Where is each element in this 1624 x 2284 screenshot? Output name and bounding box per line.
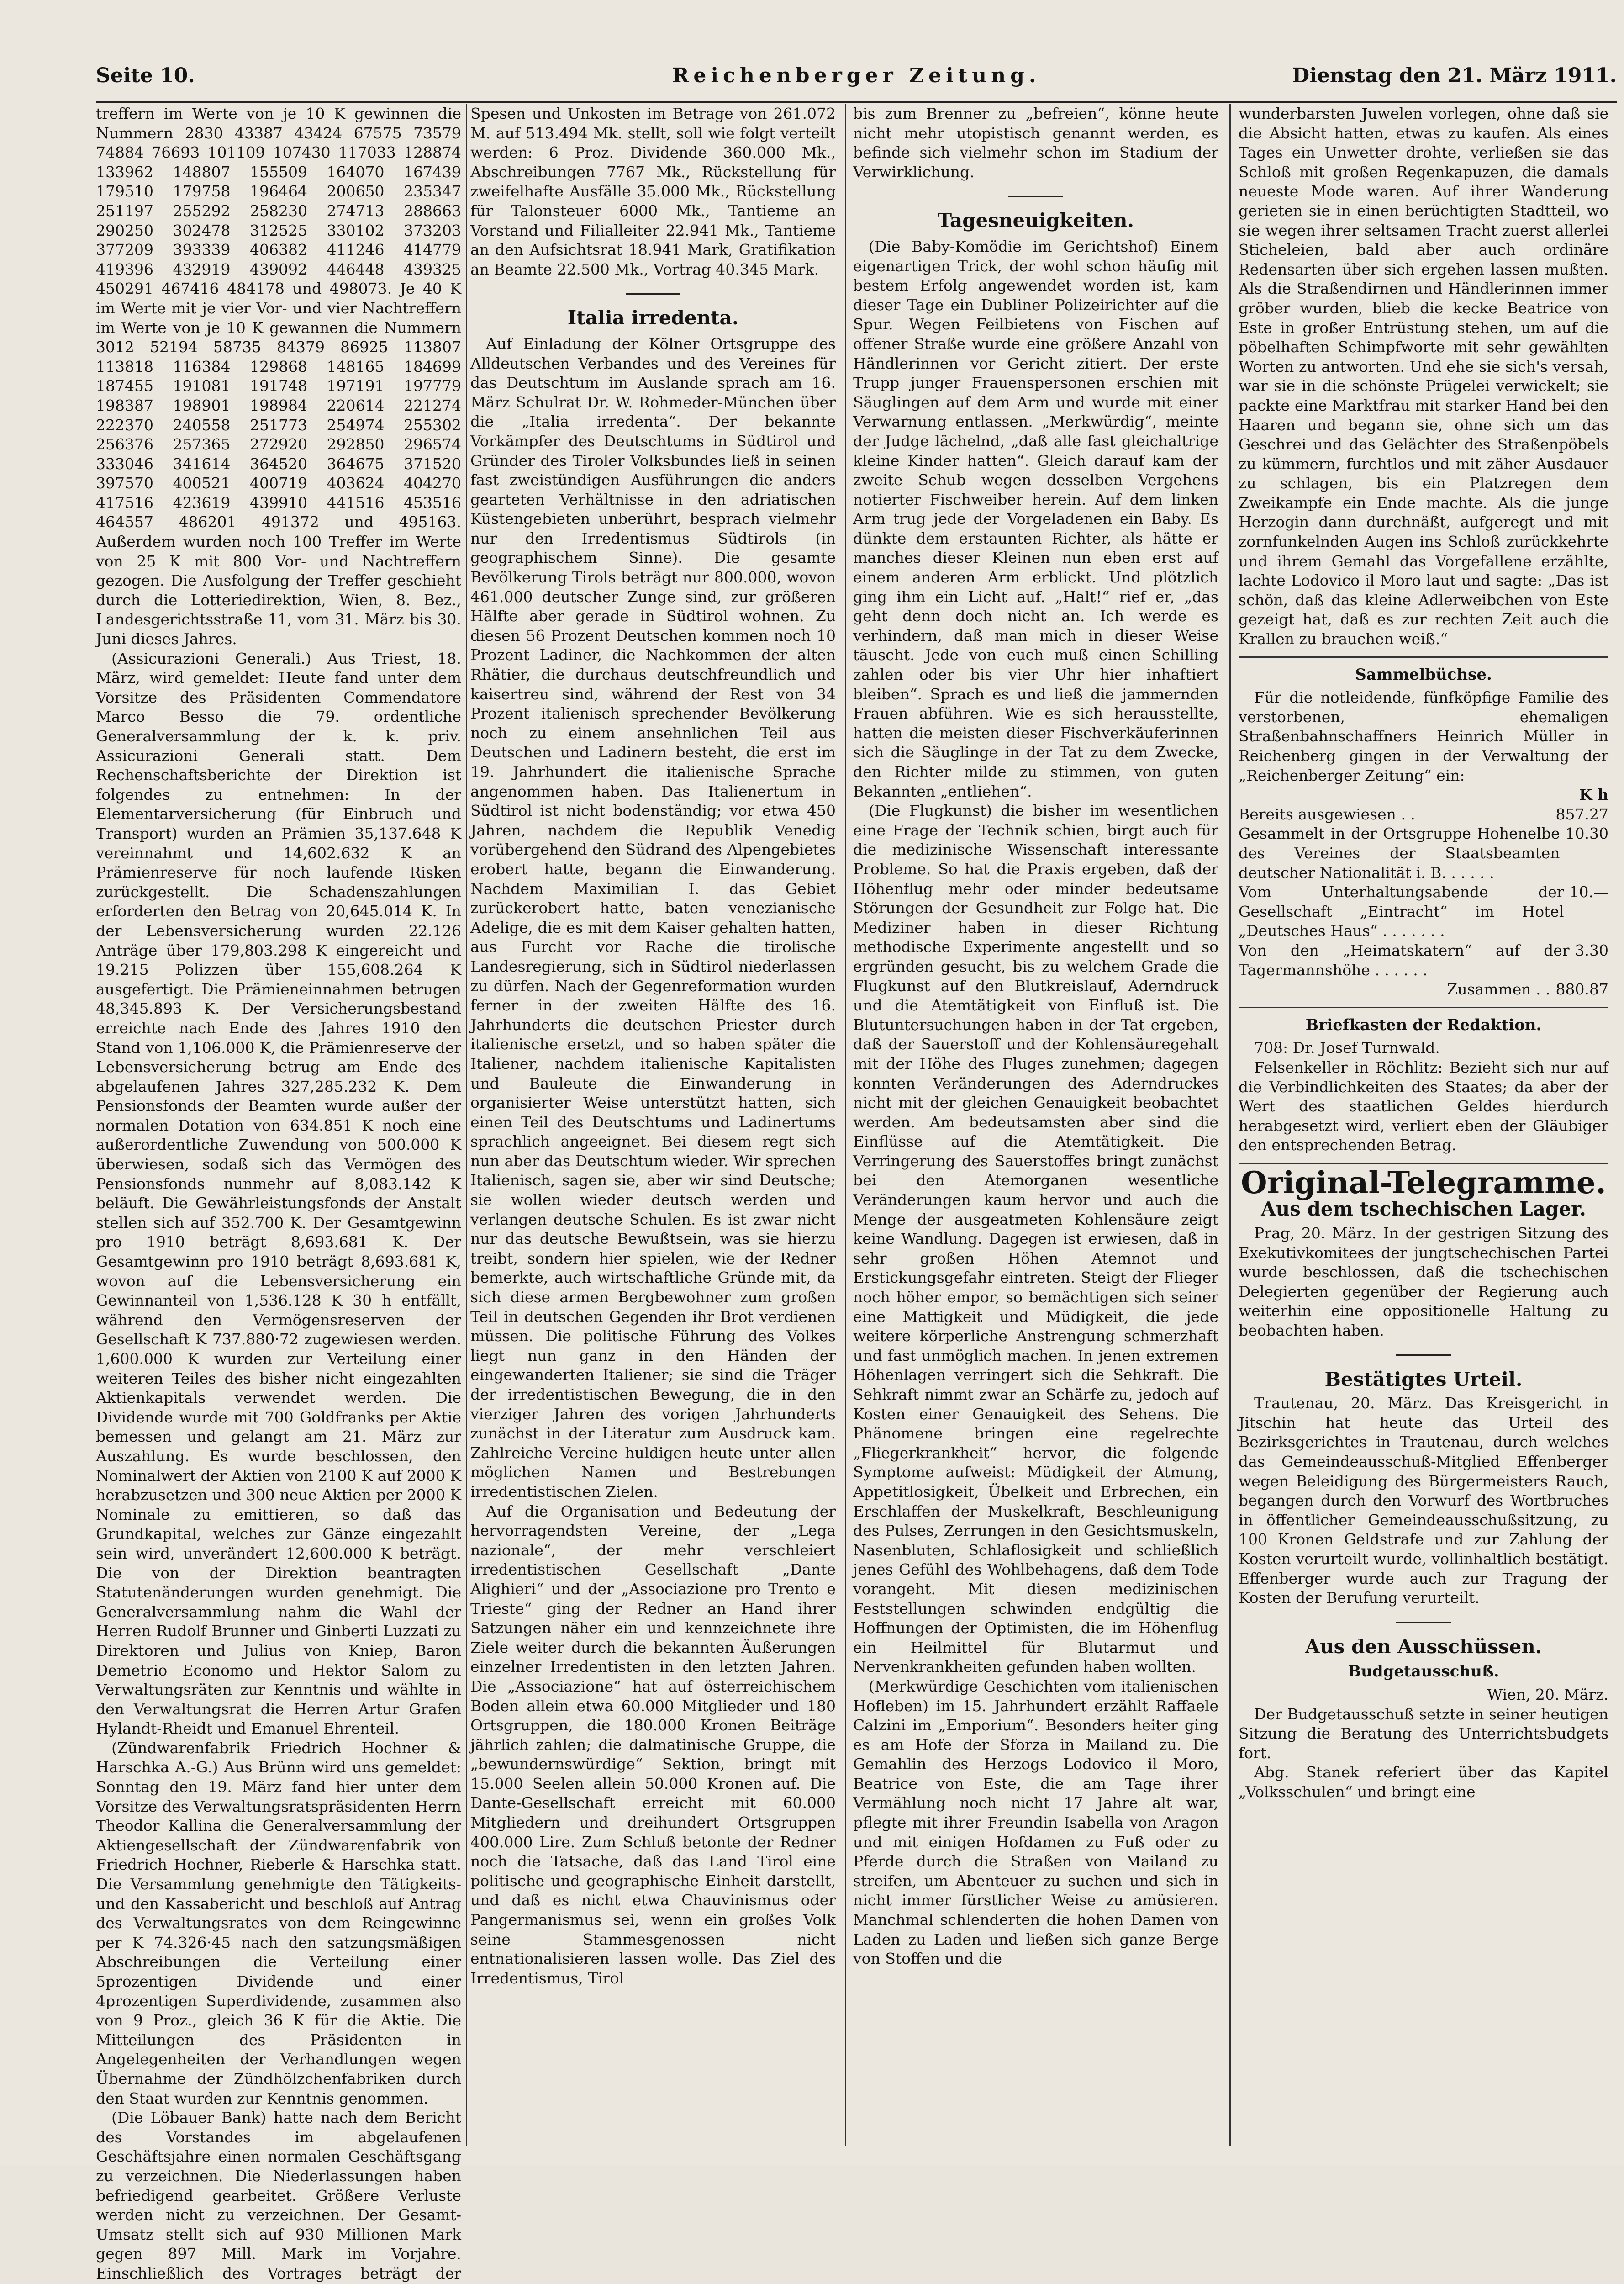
article-loebauer-bank: (Die Löbauer Bank) hatte nach dem Bericht des Vorstandes im abgelaufenen Geschäftsjahre einen normalen Geschäftsgang zu verzeichnen. Die Niederlassungen haben befriedigend gearbeitet. Größere Verluste werden nicht zu verzeichnen. Der Gesamt-Umsatz stellt sich auf 930 Millionen Mark gegen 897 Mill. Mark im Vorjahre. Einschließlich des Vortrages beträgt der (96, 2109, 461, 2282)
column-3 (853, 104, 1218, 2146)
article-hofleben: (Merkwürdige Geschichten vom italienischen Hofleben) im 15. Jahrhundert erzählt Raffaele Calzini im „Emporium“. Besonders heiter ging es am Hofe der Sforza in Mailand zu. Die Gemahlin des Herzogs Lodovico il Moro, Beatrice von Este, die am Tage ihrer Vermählung noch nicht 17 Jahre alt war, pflegte mit ihrer Freundin Isabella von Aragon und mit einigen Hofdamen zu Fuß oder zu Pferde durch die Straßen von Mailand zu streifen, um Abenteuer zu suchen und sich in nicht immer fürstlicher Weise zu amüsieren. Manchmal schlenderten die hohen Damen von Laden zu Laden und ließen sich ganze Berge von Stoffen und die (853, 1677, 1218, 1968)
section-separator (1008, 196, 1063, 197)
briefkasten-entry: 708: Dr. Josef Turnwald. (1254, 1039, 1440, 1057)
subheading-bestaetigtes-urteil: Bestätigtes Urteil. (1324, 1368, 1523, 1390)
section-separator (626, 293, 680, 295)
newspaper-title: Reichenberger Zeitung. (672, 64, 1041, 87)
loebauer-bank-continued: Spesen und Unkosten im Betrage von 261.072 M. auf 513.494 Mk. stellt, soll wie folgt verteilt werden: 6 Proz. Dividende 360.000 Mk., Abschreibungen 7767 Mk., Rückstellung für zweifelhafte Ausfälle 35.000 Mk., Rückstellung für Talonsteuer 6000 Mk., Tantieme an Vorstand und Filialleiter 22.941 Mk., Tantieme an den Aufsichtsrat 18.941 Mark, Gratifikation an Beamte 22.500 Mk., Vortrag 40.345 Mark. (470, 105, 836, 278)
heading-italia-irredenta: Italia irredenta. (567, 307, 739, 329)
donation-row: Vom Unterhaltungsabende der Gesellschaft „Eintracht“ im Hotel „Deutsches Haus“ . . . . . . . 10.— (1239, 883, 1608, 940)
sammelbuechse-unit: K h (1579, 786, 1608, 804)
sammelbuechse-intro: Für die notleidende, fünfköpfige Familie des verstorbenen, ehemaligen Straßenbahnschaffners Heinrich Müller in Reichenberg gingen in der Verwaltung der „Reichenberger Zeitung“ ein: (1239, 688, 1608, 784)
subheading-budgetausschuss: Budgetausschuß. (1348, 1662, 1499, 1681)
briefkasten-entry: Felsenkeller in Röchlitz: Bezieht sich nur auf die Verbindlichkeiten des Staates; da aber der Wert des staatlichen Geldes hierdurch herabgesetzt wird, verliert eben der Gläubiger den entsprechenden Betrag. (1239, 1058, 1608, 1154)
heading-briefkasten: Briefkasten der Redaktion. (1305, 1015, 1542, 1034)
italia-irredenta-continued: bis zum Brenner zu „befreien“, könne heute nicht mehr utopistisch genannt werden, es befinde sich vielmehr schon im Stadium der Verwirklichung. (853, 105, 1218, 181)
article-flugkunst: (Die Flugkunst) die bisher im wesentlichen eine Frage der Technik schien, birgt auch für die medizinische Wissenschaft interessante Probleme. So hat die Praxis ergeben, daß der Höhenflug mehr oder minder bedeutsame Störungen der Gesundheit zur Folge hat. Die Mediziner haben in dieser Richtung methodische Experimente angestellt und so ergründen gesucht, bis zu welchem Grade die Flugkunst auf den Blutkreislauf, Aderndruck und die Atemtätigkeit von Einfluß ist. Die Blutuntersuchungen haben in der Tat ergeben, daß der Sauerstoff und der Kohlensäuregehalt mit der Höhe des Fluges zunehmen; dagegen konnten Veränderungen des Aderndruckes nicht mit der gleichen Genauigkeit beobachtet werden. Am bedeutsamsten aber sind die Einflüsse auf die Atemtätigkeit. Die Verringerung des Sauerstoffes bringt zunächst bei den Atemorganen wesentliche Veränderungen kaum hervor und auch die Menge der ausgeatmeten Kohlensäure zeigt keine Wandlung. Dagegen ist erwiesen, daß in sehr großen Höhen Atemnot und Erstickungsgefahr eintreten. Steigt der Flieger noch höher empor, so bemächtigen sich seiner eine Mattigkeit und Müdigkeit, die jede weitere körperliche Anstrengung schmerzhaft und fast unmöglich machen. In jenen extremen Höhenlagen verringert sich die Sehkraft. Die Sehkraft nimmt zwar an Schärfe zu, jedoch auf Kosten einer Genauigkeit des Sehens. Die Phänomene bringen eine regelrechte „Fliegerkrankheit“ hervor, die folgende Symptome aufweist: Müdigkeit der Atmung, Appetitlosigkeit, Übelkeit und Erbrechen, ein Erschlaffen der Muskelkraft, Beschleunigung des Pulses, Zerrungen in den Gesichtsmuskeln, Nasenbluten, Schlaflosigkeit und schließlich jenes Gefühl des Wohlbehagens, daß dem Tode vorangeht. Mit diesen medizinischen Feststellungen schwinden endgültig die Hoffnungen der Optimisten, die im Höhenflug ein Heilmittel für Blutarmut und Nervenkrankheiten gefunden haben wollten. (853, 802, 1218, 1676)
section-separator (1239, 1007, 1608, 1008)
donation-row: Bereits ausgewiesen . . 857.27 (1239, 805, 1608, 823)
donation-total: Zusammen . . 880.87 (1447, 980, 1608, 999)
lottery-results: treffern im Werte von je 10 K gewinnen die Nummern 2830 43387 43424 67575 73579 74884 76693 101109 107430 117033 128874 133962 148807 155509 164070 167439 179510 179758 196464 200650 235347 251197 255292 258230 274713 288663 290250 302478 312525 330102 373203 377209 393339 406382 411246 414779 419396 432919 439092 446448 439325 450291 467416 484178 und 498073. Je 40 K im Werte mit je vier Vor- und vier Nachtreffern im Werte von je 10 K gewannen die Nummern 3012 52194 58735 84379 86925 113807 113818 116384 129868 148165 184699 187455 191081 191748 197191 197779 198387 198901 198984 220614 221274 222370 240558 251773 254974 255302 256376 257365 272920 292850 296574 333046 341614 364520 364675 371520 397570 400521 400719 403624 404270 417516 423619 439910 441516 453516 464557 486201 491372 und 495163. Außerdem wurden noch 100 Treffer im Werte von 25 K mit 800 Vor- und Nachtreffern gezogen. Die Ausfolgung der Treffer geschieht durch die Lotteriedirektion, Wien, 8. Bez., Landesgerichtsstraße 11, vom 31. März bis 30. Juni dieses Jahres. (96, 105, 461, 648)
subheading-tschechisches-lager: Aus dem tschechischen Lager. (1261, 1198, 1586, 1221)
subheading-ausschuesse: Aus den Ausschüssen. (1305, 1635, 1542, 1658)
column-1 (96, 104, 461, 2282)
section-separator (1396, 1354, 1451, 1356)
page-number: Seite 10. (96, 64, 195, 87)
dateline-wien: Wien, 20. März. (1487, 1685, 1608, 1703)
page-header (96, 64, 1617, 105)
issue-date: Dienstag den 21. März 1911. (1292, 64, 1617, 87)
hofleben-continued: wunderbarsten Juwelen vorlegen, ohne daß sie die Absicht hatten, etwas zu kaufen. Als eines Tages ein Unwetter drohte, verließen sie das Schloß mit großen Regenkapuzen, die damals neueste Mode waren. Auf ihrer Wanderung gerieten sie in einen berüchtigten Stadtteil, wo sie wegen ihrer seltsamen Tracht zuerst allerlei Sticheleien, bald aber auch ordinäre Redensarten über sich ergehen lassen mußten. Als die Straßendirnen und Händlerinnen immer gröber wurden, blieb die kecke Beatrice von Este in großer Entrüstung stehen, um auf die pöbelhaften Schimpfworte mit sehr gewählten Worten zu antworten. Und ehe sie sich's versah, war sie in die schönste Prügelei verwickelt; sie packte eine Marktfrau mit starker Hand bei den Haaren und begann sie, ohne sich um das Geschrei und das Gelächter des Straßenpöbels zu kümmern, furchtlos und mit zäher Ausdauer zu schlagen, bis ein Platzregen dem Zweikampfe ein Ende machte. Als die junge Herzogin dann durchnäßt, aufgeregt und mit zornfunkelnden Augen ins Schloß zurückkehrte und ihrem Gemahl das Vorgefallene erzählte, lachte Lodovico il Moro laut und sagte: „Das ist schön, daß das kleine Adlerweibchen von Este gezeigt hat, daß es zur rechten Zeit auch die Krallen zu brauchen weiß.“ (1239, 105, 1608, 648)
heading-original-telegramme: Original-Telegramme. (1241, 1164, 1606, 1200)
heading-tagesneuigkeiten: Tagesneuigkeiten. (937, 209, 1134, 232)
column-divider (1229, 104, 1231, 2146)
article-assicurazioni-generali: (Assicurazioni Generali.) Aus Triest, 18. März, wird gemeldet: Heute fand unter dem Vorsitze des Präsidenten Commendatore Marco Besso die 79. ordentliche Generalversammlung der k. k. priv. Assicurazioni Generali statt. Dem Rechenschaftsberichte der Direktion ist folgendes zu entnehmen: In der Elementarversicherung (für Einbruch und Transport) wurden an Prämien 35,137.648 K vereinnahmt und 14,602.632 K an Prämienreserve für noch laufende Risken zurückgestellt. Die Schadenszahlungen erforderten den Betrag von 20,645.014 K. In der Lebensversicherung wurden 22.126 Anträge über 179,803.298 K eingereicht und 19.215 Polizzen über 155,608.264 K ausgefertigt. Die Prämieneinnahmen betrugen 48,345.893 K. Der Versicherungsbestand erreichte nach Ende des Jahres 1910 den Stand von 1,106.000 K, die Prämienreserve der Lebensversicherung betrug am Ende des abgelaufenen Jahres 327,285.232 K. Dem Pensionsfonds der Beamten wurde außer der normalen Dotation von 634.851 K noch eine außerordentliche Zuwendung von 500.000 K überwiesen, sodaß sich das Vermögen des Pensionsfonds nunmehr auf 8,083.142 K beläuft. Die Gewährleistungsfonds der Anstalt stellen sich auf 352.700 K. Der Gesamtgewinn pro 1910 beträgt 8,693.681 K. Der Gesamtgewinn pro 1910 beträgt 8,693.681 K, wovon auf die Lebensversicherung ein Gewinnanteil von 1,536.128 K 30 h entfällt, während den Vermögensreserven der Gesellschaft K 737.880·72 zugewiesen werden. 1,600.000 K wurden zur Verteilung einer weiteren Teiles des bisher nicht eingezahlten Aktienkapitals verwendet werden. Die Dividende wurde mit 700 Goldfranks per Aktie bemessen und gelangt am 21. März zur Auszahlung. Es wurde beschlossen, den Nominalwert der Aktien von 2100 K auf 2000 K herabzusetzen und 300 neue Aktien per 2000 K Nominale zu emittieren, so daß das Grundkapital, welches zur Gänze eingezahlt sein wird, unverändert 12,600.000 K beträgt. Die von der Direktion beantragten Statutenänderungen wurden genehmigt. Die Generalversammlung nahm die Wahl der Herren Rudolf Brunner und Ginberti Luzzati zu Direktoren und Julius von Kniep, Baron Demetrio Economo und Hektor Salom zu Verwaltungsräten zur Kenntnis und wählte in den Verwaltungsrat die Herren Artur Grafen Hylandt-Rheidt und Emanuel Ehrenteil. (96, 649, 461, 1738)
heading-sammelbuechse: Sammelbüchse. (1355, 665, 1492, 684)
article-baby-komoedie: (Die Baby-Komödie im Gerichtshof) Einem eigenartigen Trick, der wohl schon häufig mit bestem Erfolg angewendet worden ist, kam dieser Tage ein Dubliner Polizeirichter auf die Spur. Wegen Feilbietens von Fischen auf offener Straße wurde eine größere Anzahl von Händlerinnen vor Gericht zitiert. Der erste Trupp junger Frauenspersonen erschien mit Säuglingen auf dem Arm und wurde mit einer Verwarnung entlassen. „Merkwürdig“, meinte der Judge lächelnd, „daß alle fast gleichaltrige kleine Kinder hatten“. Gleich darauf kam der zweite Schub wegen desselben Vergehens notierter Fischweiber herein. Auf dem linken Arm trug jede der Vorgeladenen ein Baby. Es dünkte dem erstaunten Richter, als hätte er manches dieser Kleinen nun eben erst auf einem anderen Arm erblickt. Und plötzlich ging ihm ein Licht auf. „Halt!“ rief er, „das geht denn doch nicht an. Ich werde es verhindern, daß man mich in dieser Weise täuscht. Jede von euch muß einen Schilling zahlen oder bis vier Uhr hier inhaftiert bleiben“. Sprach es und ließ die jammernden Frauen abführen. Wie es sich herausstellte, hatten die meisten dieser Fischverkäuferinnen sich die Säuglinge in der Tat zu dem Zwecke, den Richter milde zu stimmen, von guten Bekannten „entliehen“. (853, 237, 1218, 800)
telegram-budget-2: Abg. Stanek referiert über das Kapitel „Volksschulen“ und bringt eine (1239, 1763, 1608, 1801)
article-zuendwarenfabrik: (Zündwarenfabrik Friedrich Hochner & Harschka A.-G.) Aus Brünn wird uns gemeldet: Sonntag den 19. März fand hier unter dem Vorsitze des Verwaltungsratspräsidenten Herrn Theodor Kallina die Generalversammlung der Aktiengesellschaft der Zündwarenfabrik von Friedrich Hochner, Rieberle & Harschka statt. Die Versammlung genehmigte den Tätigkeits- und den Kassabericht und beschloß auf Antrag des Verwaltungsrates von dem Reingewinne per K 74.326·45 nach den satzungsmäßigen Abschreibungen die Verteilung einer 5prozentigen Dividende und einer 4prozentigen Superdividende, zusammen also von 9 Proz., gleich 36 K für die Aktie. Die Mitteilungen des Präsidenten in Angelegenheiten der Verhandlungen wegen Übernahme der Zündhölzchenfabriken durch den Staat wurden zur Kenntnis genommen. (96, 1739, 461, 2107)
section-separator (1396, 1622, 1451, 1623)
section-separator (1239, 656, 1608, 658)
telegram-trautenau: Trautenau, 20. März. Das Kreisgericht in Jitschin hat heute das Urteil des Bezirksgerichtes in Trautenau, durch welches das Gemeindeausschuß-Mitglied Effenberger wegen Beleidigung des Bürgermeisters Rauch, begangen durch den Vorwurf des Wortbruches in öffentlicher Gemeindeausschußsitzung, zu 100 Kronen Geldstrafe und zur Zahlung der Kosten verurteilt wurde, vollinhaltlich bestätigt. Effenberger wurde auch zur Tragung der Kosten der Berufung verurteilt. (1239, 1394, 1608, 1607)
column-2 (470, 104, 836, 2146)
donation-row: Gesammelt in der Ortsgruppe Hohenelbe des Vereines der Staatsbeamten deutscher Nationalität i. B. . . . . . 10.30 (1239, 825, 1608, 882)
column-divider (466, 104, 467, 2146)
donation-row: Von den „Heimatskatern“ auf der Tagermannshöhe . . . . . . 3.30 (1239, 941, 1608, 979)
telegram-budget: Der Budgetausschuß setzte in seiner heutigen Sitzung die Beratung des Unterrichtsbudgets fort. (1239, 1705, 1608, 1762)
header-rule (96, 101, 1617, 103)
column-divider (845, 104, 846, 2146)
telegram-prag: Prag, 20. März. In der gestrigen Sitzung des Exekutivkomitees der jungtschechischen Partei wurde beschlossen, daß die tschechischen Delegierten gegenüber der Regierung auch weiterhin eine oppositionelle Haltung zu beobachten haben. (1239, 1224, 1608, 1340)
section-separator (1239, 1163, 1608, 1164)
article-italia-irredenta: Auf Einladung der Kölner Ortsgruppe des Alldeutschen Verbandes und des Vereines für das Deutschtum im Auslande sprach am 16. März Schulrat Dr. W. Rohmeder-München über die „Italia irredenta“. Der bekannte Vorkämpfer des Deutschtums in Südtirol und Gründer des Tiroler Volksbundes ließ in seinen fast zweistündigen Ausführungen die anders gearteten Verhältnisse in den adriatischen Küstengebieten unberührt, besprach vielmehr nur den Irredentismus Südtirols (in geographischem Sinne). Die gesamte Bevölkerung Tirols beträgt nur 800.000, wovon 461.000 deutscher Zunge sind, zur größeren Hälfte aber gerade in Südtirol wohnen. Zu diesen 56 Prozent Deutschen kommen noch 10 Prozent Ladiner, die Nachkommen der alten Rhätier, die durchaus deutschfreundlich und kaisertreu sind, während der Rest von 34 Prozent italienisch sprechender Bevölkerung noch zu einem ansehnlichen Teil aus Deutschen und Ladinern besteht, die erst im 19. Jahrhundert die italienische Sprache angenommen haben. Das Italienertum in Südtirol ist nicht bodenständig; vor etwa 450 Jahren, nachdem die Republik Venedig vorübergehend den Südrand des Alpengebietes erobert hatte, begann die Einwanderung. Nachdem Maximilian I. das Gebiet zurückerobert hatte, baten venezianische Adelige, die es mit dem Kaiser gehalten hatten, aus Furcht vor Rache die tirolische Landesregierung, sich in Südtirol niederlassen zu dürfen. Nach der Gegenreformation wurden ferner in der zweiten Hälfte des 16. Jahrhunderts die deutschen Priester durch italienische ersetzt, und so haben später die Italiener, nachdem italienische Kapitalisten und Bauleute die Einwanderung in organisierter Weise unterstützt hatten, sich einen Teil des Deutschtums und Ladinertums sprachlich angeeignet. Bei diesem regt sich nun aber das Deutschtum wieder. Wir sprechen Italienisch, sagen sie, aber wir sind Deutsche; sie wollen wieder deutsch werden und verlangen deutsche Schulen. Es ist zwar nicht nur das deutsche Bewußtsein, was sie hierzu treibt, sondern hier spielen, wie der Redner bemerkte, auch wirtschaftliche Gründe mit, da sich diese armen Bergbewohner zum großen Teil in deutschen Gegenden ihr Brot verdienen müssen. Die politische Führung des Volkes liegt nun ganz in den Händen der eingewanderten Italiener; sie sind die Träger der irredentistischen Bewegung, die in den vierziger Jahren des vorigen Jahrhunderts zunächst in der Literatur zum Ausdruck kam. Zahlreiche Vereine huldigen heute unter allen möglichen Namen und Bestrebungen irredentistischen Zielen. (470, 334, 836, 1501)
article-italia-irredenta-2: Auf die Organisation und Bedeutung der hervorragendsten Vereine, der „Lega nazionale“, der mehr verschleiert irredentistischen Gesellschaft „Dante Alighieri“ und der „Associazione pro Trento e Trieste“ ging der Redner an Hand ihrer Satzungen näher ein und kennzeichnete ihre Ziele weiter durch die bekannten Äußerungen einzelner Irredentisten in den letzten Jahren. Die „Associazione“ hat auf österreichischem Boden allein etwa 60.000 Mitglieder und 180 Ortsgruppen, die 180.000 Kronen Beiträge jährlich zahlen; die dalmatinische Gruppe, die „bewundernswürdige“ Sektion, bringt mit 15.000 Seelen allein 50.000 Kronen auf. Die Dante-Gesellschaft erreicht mit 60.000 Mitgliedern und dreihundert Ortsgruppen 400.000 Lire. Zum Schluß betonte der Redner noch die Tatsache, daß das Land Tirol eine politische und geographische Einheit darstellt, und daß es nicht etwa Chauvinismus oder Pangermanismus sei, wenn ein großes Volk seine Stammesgenossen nicht entnationalisieren lassen wolle. Das Ziel des Irredentismus, Tirol (470, 1502, 836, 1987)
column-4 (1239, 104, 1608, 2146)
